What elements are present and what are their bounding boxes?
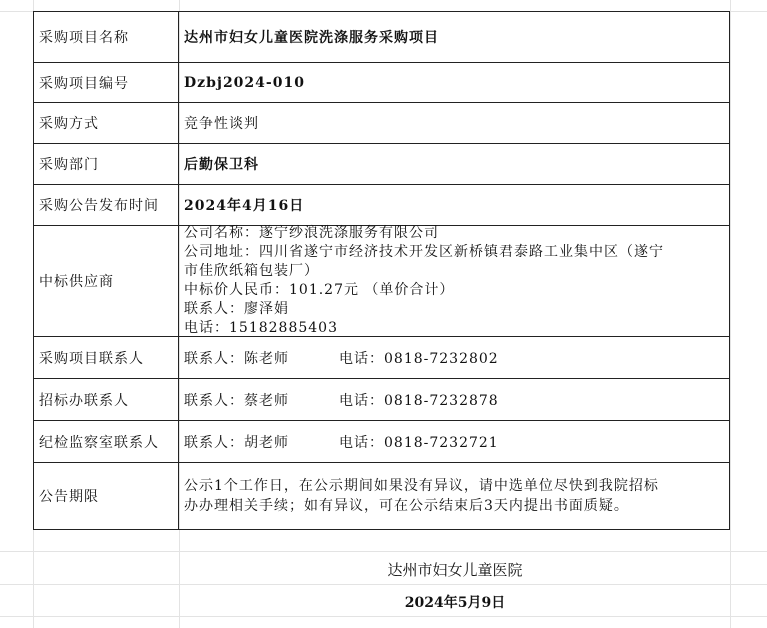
contact-phone: 电话：0818-7232721 — [339, 434, 499, 451]
table-row — [34, 379, 729, 421]
table-row — [34, 337, 729, 379]
contact-phone: 电话：0818-7232878 — [339, 392, 499, 409]
notice-line: 办办理相关手续；如有异议，可在公示结束后3天内提出书面质疑。 — [184, 498, 629, 514]
contact-cell — [180, 379, 729, 420]
supplier-details — [180, 226, 729, 336]
announcement-table — [33, 11, 730, 530]
notice-text — [180, 463, 729, 529]
supplier-address-cont: 市佳欣纸箱包装厂） — [184, 263, 319, 279]
table-row — [34, 463, 729, 529]
row-label: 采购项目联系人 — [34, 337, 179, 378]
row-label: 公告期限 — [34, 463, 179, 529]
supplier-contact — [184, 300, 372, 338]
project-name: 达州市妇女儿童医院洗涤服务采购项目 — [184, 30, 439, 46]
contact-cell — [180, 421, 729, 462]
publish-date: 2024年4月16日 — [184, 198, 305, 214]
contact-person: 联系人：蔡老师 — [184, 392, 289, 409]
issuer-name: 达州市妇女儿童医院 — [387, 561, 523, 579]
row-label: 纪检监察室联系人 — [34, 421, 179, 462]
row-label: 招标办联系人 — [34, 379, 179, 420]
supplier-contact-phone: 电话：15182885403 — [184, 320, 338, 336]
supplier-company: 公司名称：遂宁纱浪洗涤服务有限公司 — [184, 225, 439, 241]
contact-cell — [180, 337, 729, 378]
row-label: 采购部门 — [34, 144, 179, 184]
issue-date: 2024年5月9日 — [404, 595, 506, 611]
row-label: 采购项目编号 — [34, 63, 179, 102]
supplier-address: 公司地址：四川省遂宁市经济技术开发区新桥镇君泰路工业集中区（遂宁 — [184, 244, 664, 260]
row-label: 采购公告发布时间 — [34, 185, 179, 225]
table-row — [34, 226, 729, 337]
contact-person: 联系人：陈老师 — [184, 350, 289, 367]
supplier-price: 中标价人民币：101.27元 （单价合计） — [184, 282, 455, 298]
table-row — [34, 421, 729, 463]
row-label: 中标供应商 — [34, 226, 179, 336]
contact-phone: 电话：0818-7232802 — [339, 350, 499, 367]
project-number: Dzbj2024-010 — [184, 74, 305, 91]
department: 后勤保卫科 — [184, 157, 259, 173]
table-row — [34, 12, 729, 63]
table-row — [34, 63, 729, 103]
row-label: 采购方式 — [34, 103, 179, 143]
notice-line: 公示1个工作日，在公示期间如果没有异议，请中选单位尽快到我院招标 — [184, 478, 659, 494]
table-row — [34, 103, 729, 144]
row-label: 采购项目名称 — [34, 12, 179, 62]
table-row — [34, 144, 729, 185]
procurement-method: 竞争性谈判 — [184, 116, 259, 132]
contact-person: 联系人：胡老师 — [184, 434, 289, 451]
table-row — [34, 185, 729, 226]
supplier-contact-person: 联系人：廖泽娟 — [184, 301, 289, 317]
